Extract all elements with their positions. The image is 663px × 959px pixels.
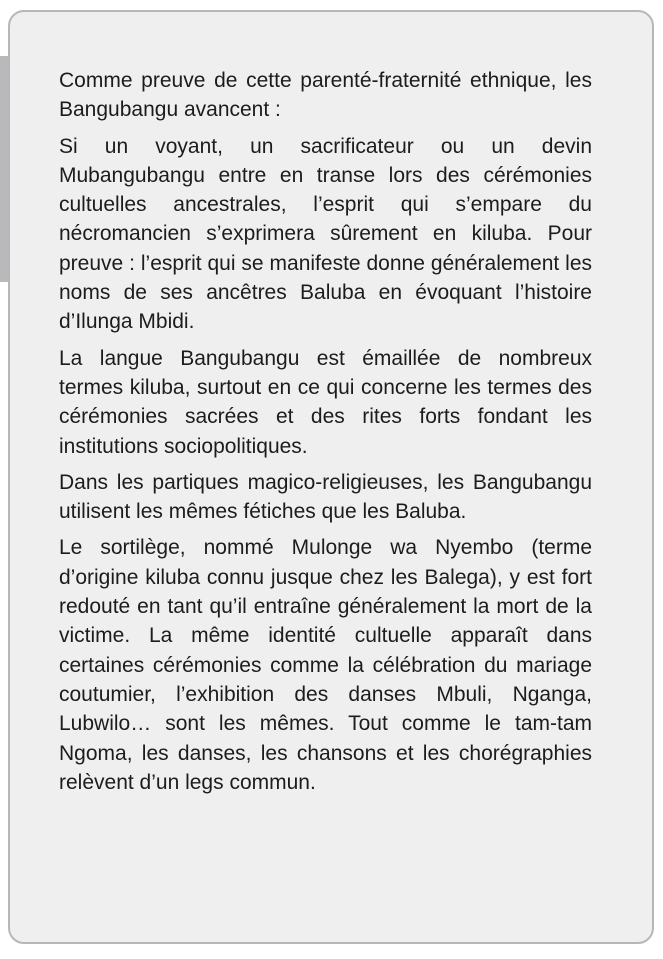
text-content	[59, 66, 592, 804]
paragraph-4: Dans les partiques magico-religieuses, les Bangubangu utilisent les mêmes fétiches que les Baluba.	[59, 470, 592, 524]
paragraph-5: Le sortilège, nommé Mulonge wa Nyembo (terme d’origine kiluba connu jusque chez les Balega), y est fort redouté en tant qu’il entraîne généralement la mort de la victime. La même identité cultuelle apparaît dans certaines cérémonies comme la célébration du mariage coutumier, l’exhibition des danses Mbuli, Nganga, Lubwilo… sont les mêmes. Tout comme le tam-tam Ngoma, les danses, les chansons et les chorégraphies relèvent d’un legs commun.	[59, 536, 592, 794]
paragraph-1: Comme preuve de cette parenté-fraternité ethnique, les Bangubangu avancent :	[59, 69, 592, 122]
paragraph-3: La langue Bangubangu est émaillée de nombreux termes kiluba, surtout en ce qui concerne les termes des cérémonies sacrées et des rites forts fondant les institutions sociopolitiques.	[59, 346, 592, 458]
paragraph-2: Si un voyant, un sacrificateur ou un devin Mubangubangu entre en transe lors des cérémonies cultuelles ancestrales, l’esprit qui s’empare du nécromancien s’exprimera sûrement en kiluba. Pour preuve : l’esprit qui se manifeste donne généralement les noms de ses ancêtres Baluba en évoquant l’histoire d’Ilunga Mbidi.	[59, 134, 592, 334]
